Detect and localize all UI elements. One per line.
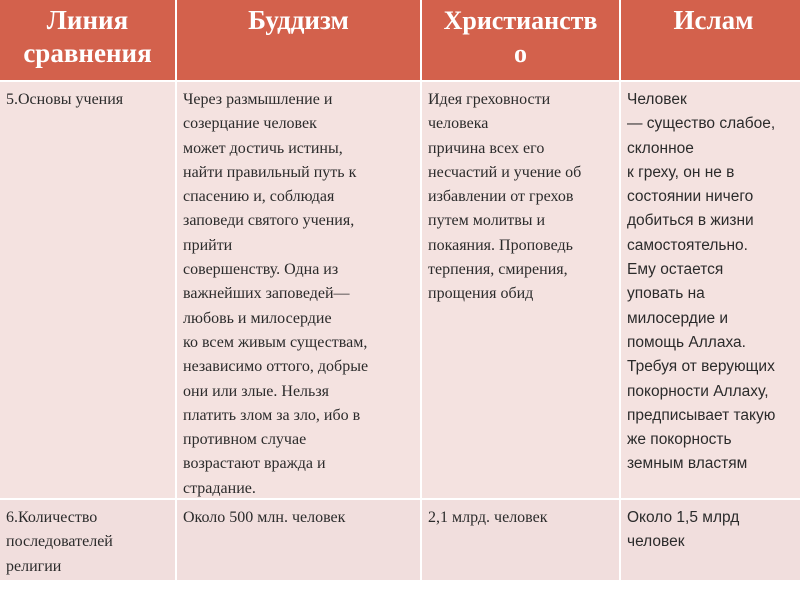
cell-buddhism-followers: Около 500 млн. человек (177, 500, 420, 580)
row-label-teachings: 5.Основы учения (0, 82, 175, 498)
row-label-followers: 6.Количество последователей религии (0, 500, 175, 580)
header-buddhism: Буддизм (177, 0, 420, 80)
header-christianity: Христианств о (422, 0, 619, 80)
header-islam: Ислам (621, 0, 800, 80)
cell-christianity-teachings: Идея греховности человека причина всех его несчастий и учение об избавлении от грехов путем молитвы и покаяния. Проповедь терпения, смирения, прощения обид (422, 82, 619, 498)
cell-islam-teachings: Человек — существо слабое, склонное к греху, он не в состоянии ничего добиться в жизни самостоятельно. Ему остается уповать на милосердие и помощь Аллаха. Требуя от верующих покорности Аллаху, предписывает такую же покорность земным властям (621, 82, 800, 498)
cell-christianity-followers: 2,1 млрд. человек (422, 500, 619, 580)
cell-buddhism-teachings: Через размышление и созерцание человек может достичь истины, найти правильный путь к спасению и, соблюдая заповеди святого учения, прийти совершенству. Одна из важнейших заповедей— любовь и милосердие ко всем живым существам, независимо оттого, добрые они или злые. Нельзя платить злом за зло, ибо в противном случае возрастают вражда и страдание. (177, 82, 420, 498)
cell-islam-followers: Около 1,5 млрд человек (621, 500, 800, 580)
header-line-of-comparison: Линия сравнения (0, 0, 175, 80)
